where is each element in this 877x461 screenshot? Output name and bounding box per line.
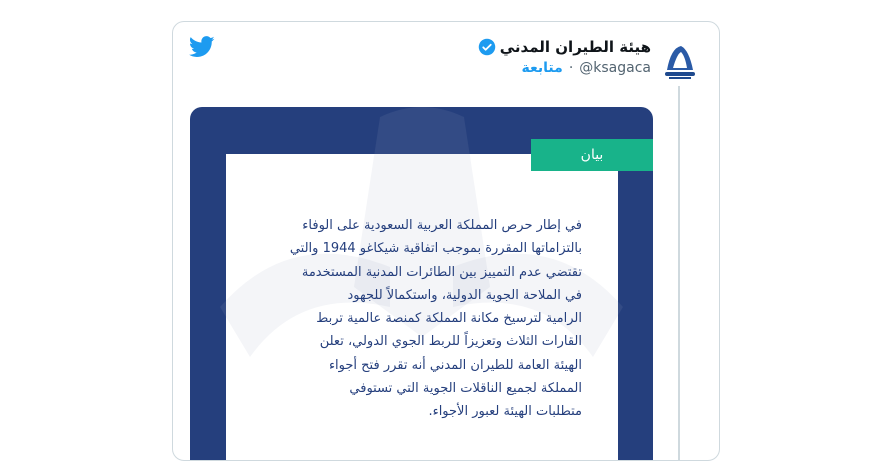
- user-handle[interactable]: @ksagaca: [579, 60, 651, 76]
- verified-badge-icon: [478, 38, 496, 56]
- tweet-media-image[interactable]: [190, 107, 653, 461]
- display-name[interactable]: هيئة الطيران المدني: [499, 38, 651, 56]
- statement-line: المملكة لجميع الناقلات الجوية التي تستوفي: [349, 381, 582, 397]
- statement-line: متطلبات الهيئة لعبور الأجواء.: [428, 404, 582, 420]
- statement-line: في إطار حرص المملكة العربية السعودية على الوفاء: [302, 218, 582, 233]
- statement-line: الرامية لترسيخ مكانة المملكة كمنصة عالمية تربط: [316, 311, 582, 327]
- avatar[interactable]: [659, 40, 701, 82]
- statement-tag: بيان: [531, 139, 653, 171]
- separator-dot: ·: [568, 60, 574, 76]
- statement-line: الهيئة العامة للطيران المدني أنه تقرر فتح أجواء: [328, 357, 582, 373]
- statement-line: بالتزاماتها المقررة بموجب اتفاقية شيكاغو 1944 والتي: [289, 241, 582, 257]
- thread-line: [678, 86, 680, 461]
- statement-text: [276, 214, 582, 424]
- statement-line: في الملاحة الجوية الدولية، واستكمالاً للجهود: [347, 287, 582, 303]
- statement-paper: [226, 154, 618, 461]
- statement-line: تقتضي عدم التمييز بين الطائرات المدنية المستخدمة: [301, 264, 582, 280]
- tweet-card: [172, 21, 720, 461]
- statement-line: القارات الثلاث وتعزيزاً للربط الجوي الدولي، تعلن: [319, 334, 582, 350]
- follow-button[interactable]: متابعة: [521, 60, 563, 76]
- twitter-logo-icon[interactable]: [189, 36, 215, 58]
